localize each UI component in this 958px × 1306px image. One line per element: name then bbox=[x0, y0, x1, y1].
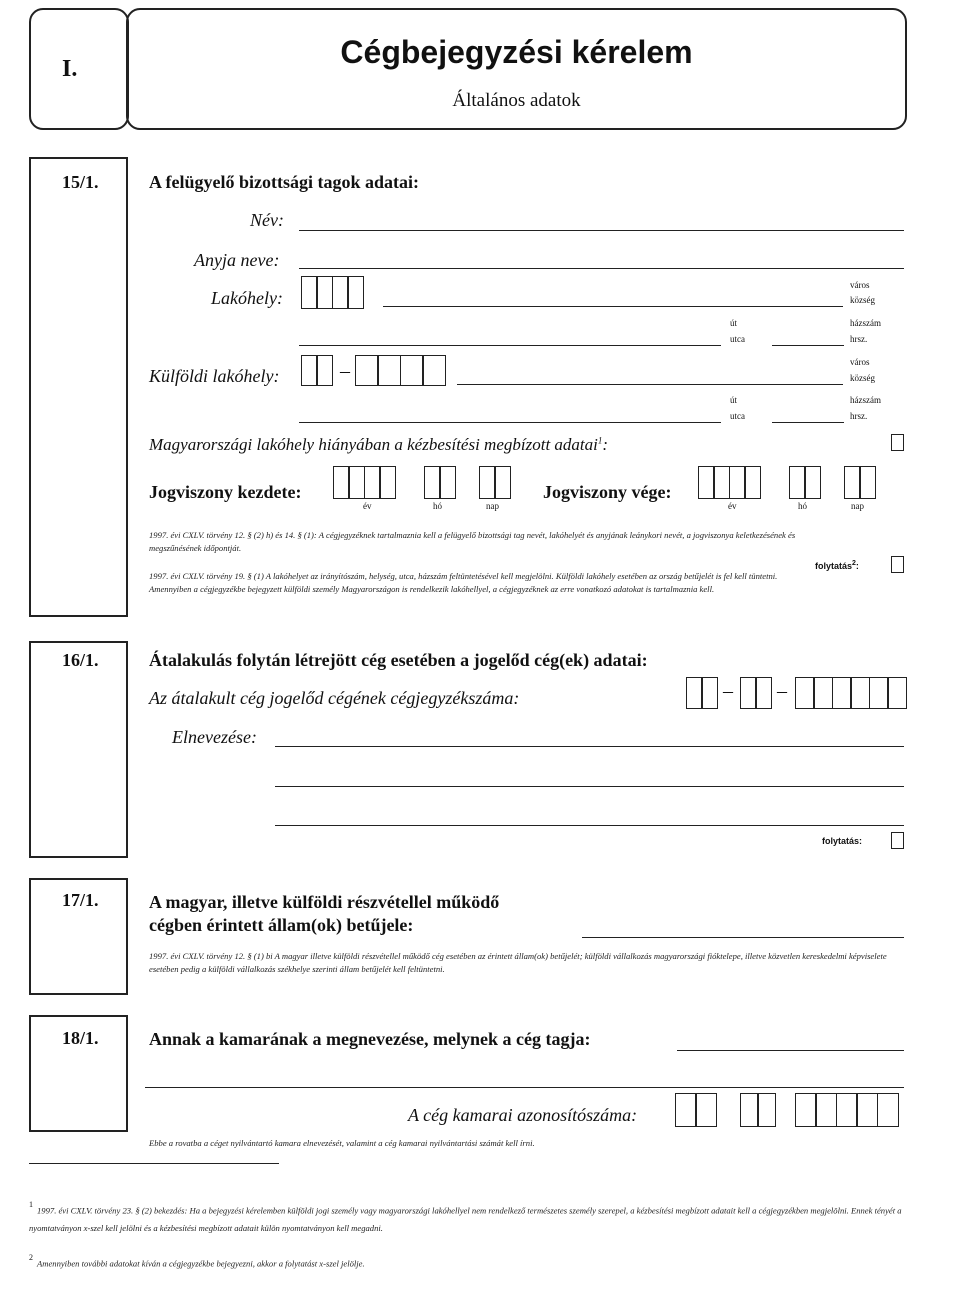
digit-cell[interactable] bbox=[701, 677, 718, 709]
kamara-field-2[interactable] bbox=[145, 1087, 904, 1088]
kamarai-azonosito-boxes-2[interactable] bbox=[740, 1093, 775, 1127]
legal-note-18: Ebbe a rovatba a céget nyilvántartó kamara elnevezését, valamint a cég kamarai nyilvántartási számát kell írni. bbox=[149, 1138, 535, 1148]
footnote-2-mark: 2 bbox=[29, 1253, 33, 1262]
digit-cell[interactable] bbox=[355, 355, 379, 386]
kezdete-ho-boxes[interactable] bbox=[424, 466, 455, 499]
cegjegyzekszam-boxes-3[interactable] bbox=[795, 677, 905, 709]
dash: – bbox=[340, 360, 350, 382]
folytatas-label bbox=[815, 560, 859, 571]
nev-field[interactable] bbox=[299, 230, 904, 231]
digit-cell[interactable] bbox=[422, 355, 446, 386]
digit-cell[interactable] bbox=[869, 677, 889, 709]
utca-label: utca bbox=[730, 334, 745, 344]
folytatas-checkbox-16[interactable] bbox=[891, 832, 904, 849]
digit-cell[interactable] bbox=[813, 677, 833, 709]
kulfoldi-lakohely-label: Külföldi lakóhely: bbox=[149, 366, 280, 386]
section-16-heading: Átalakulás folytán létrejött cég esetében a jogelőd cég(ek) adatai: bbox=[149, 650, 648, 670]
folytatas-checkbox-15[interactable] bbox=[891, 556, 904, 573]
digit-cell[interactable] bbox=[804, 466, 821, 499]
dash: – bbox=[723, 680, 733, 702]
kulfoldi-utca-field[interactable] bbox=[299, 422, 721, 423]
dash: – bbox=[777, 680, 787, 702]
digit-cell[interactable] bbox=[795, 1093, 817, 1127]
folytatas-text: folytatás bbox=[815, 561, 853, 571]
footnote-separator bbox=[29, 1163, 279, 1164]
lakohely-hazszam-field[interactable] bbox=[772, 345, 844, 346]
hrsz-label: hrsz. bbox=[850, 334, 868, 344]
legal-note-15b: 1997. évi CXLV. törvény 19. § (1) A lakóhelyet az irányítószám, helység, utca, házszám feltüntetésével kell megjelölni. Külföldi lakóhely esetében az ország betűjelét is fel kell tüntetni. Amennyiben a cégjegyzékbe bejegyzett külföldi személy Magyarországon is rendelkezik lakóhellyel, a cégjegyzéknek az erre vonatkozó adatokat is tartalmaznia kell. bbox=[149, 571, 778, 594]
digit-cell[interactable] bbox=[856, 1093, 878, 1127]
hazszam-label: házszám bbox=[850, 395, 881, 405]
vege-nap-boxes[interactable] bbox=[844, 466, 875, 499]
cegjegyzekszam-boxes-2[interactable] bbox=[740, 677, 771, 709]
nev-label: Név: bbox=[250, 210, 284, 230]
kezbesitesi-megbizott-label bbox=[149, 435, 608, 455]
ev-caption: év bbox=[728, 501, 737, 511]
varos-label: város bbox=[850, 357, 870, 367]
kozseg-label: község bbox=[850, 373, 875, 383]
footnote-2-text: Amennyiben további adatokat kíván a cégjegyzékbe bejegyezni, akkor a folytatást x-szel jelölje. bbox=[37, 1258, 365, 1269]
legal-note-15a: 1997. évi CXLV. törvény 12. § (2) h) és 14. § (1): A cégjegyzéknek tartalmaznia kell a felügyelő bizottsági tag nevét, lakóhelyét és anyjának leánykori nevét, a jogviszonya keletkezésének és megszűnésének időpontját. bbox=[149, 530, 796, 553]
digit-cell[interactable] bbox=[836, 1093, 858, 1127]
digit-cell[interactable] bbox=[347, 276, 364, 309]
section-15-number-box bbox=[29, 157, 128, 617]
ho-caption: hó bbox=[798, 501, 807, 511]
legal-note-17: 1997. évi CXLV. törvény 12. § (1) bi A magyar illetve külföldi részvétellel működő cég esetében az érintett állam(ok) betűjelét; külföldi vállalkozás magyarországi fióktelepe, illetve közvetlen kereskedelmi képviselete esetében pedig a külföldi vállalkozás székhelye szerinti állam betűjelét kell feltüntetni. bbox=[149, 951, 887, 974]
vege-ho-boxes[interactable] bbox=[789, 466, 820, 499]
footnote-ref-2: 2 bbox=[852, 560, 856, 567]
footnote-2 bbox=[29, 1253, 909, 1271]
kamarai-azonosito-boxes-1[interactable] bbox=[675, 1093, 716, 1127]
page-subtitle: Általános adatok bbox=[452, 90, 581, 111]
kulfoldi-hazszam-field[interactable] bbox=[772, 422, 844, 423]
kezbesitesi-text: Magyarországi lakóhely hiányában a kézbesítési megbízott adatai bbox=[149, 435, 598, 454]
elnevezese-field-3[interactable] bbox=[275, 825, 904, 826]
kezdete-nap-boxes[interactable] bbox=[479, 466, 510, 499]
digit-cell[interactable] bbox=[675, 1093, 697, 1127]
hrsz-label: hrsz. bbox=[850, 411, 868, 421]
section-15-number: 15/1. bbox=[62, 172, 99, 192]
section-18-heading: Annak a kamarának a megnevezése, melynek a cég tagja: bbox=[149, 1029, 591, 1049]
kamara-field-1[interactable] bbox=[677, 1050, 904, 1051]
digit-cell[interactable] bbox=[850, 677, 870, 709]
jogviszony-vege-label: Jogviszony vége: bbox=[543, 482, 672, 502]
anyja-neve-field[interactable] bbox=[299, 268, 904, 269]
ut-label: út bbox=[730, 395, 738, 405]
digit-cell[interactable] bbox=[832, 677, 852, 709]
footnote-ref-1: 1 bbox=[597, 435, 603, 446]
footnote-1 bbox=[29, 1200, 909, 1236]
section-16-number-box bbox=[29, 641, 128, 858]
cegjegyzekszam-label: Az átalakult cég jogelőd cégének cégjegyzékszáma: bbox=[149, 688, 520, 708]
kozseg-label: község bbox=[850, 295, 875, 305]
nap-caption: nap bbox=[851, 501, 864, 511]
anyja-neve-label: Anyja neve: bbox=[194, 250, 280, 270]
section-16-number: 16/1. bbox=[62, 650, 99, 670]
nap-caption: nap bbox=[486, 501, 499, 511]
digit-cell[interactable] bbox=[815, 1093, 837, 1127]
lakohely-irsz-boxes[interactable] bbox=[301, 276, 363, 309]
digit-cell[interactable] bbox=[379, 466, 396, 499]
digit-cell[interactable] bbox=[740, 1093, 759, 1127]
section-17-number: 17/1. bbox=[62, 890, 99, 910]
lakohely-varos-field[interactable] bbox=[383, 306, 843, 307]
kamarai-azonosito-boxes-3[interactable] bbox=[795, 1093, 897, 1127]
allam-betujel-field[interactable] bbox=[582, 937, 904, 938]
section-17-heading-line2: cégben érintett állam(ok) betűjele: bbox=[149, 915, 414, 935]
kamarai-azonosito-label: A cég kamarai azonosítószáma: bbox=[408, 1105, 638, 1125]
page-title: Cégbejegyzési kérelem bbox=[340, 34, 693, 70]
lakohely-label: Lakóhely: bbox=[211, 288, 283, 308]
ho-caption: hó bbox=[433, 501, 442, 511]
kulfoldi-orszag-boxes[interactable] bbox=[301, 355, 332, 386]
digit-cell[interactable] bbox=[494, 466, 511, 499]
footnote-1-mark: 1 bbox=[29, 1200, 33, 1209]
varos-label: város bbox=[850, 280, 870, 290]
digit-cell[interactable] bbox=[316, 355, 333, 386]
kulfoldi-irsz-boxes[interactable] bbox=[355, 355, 445, 386]
colon: : bbox=[602, 435, 609, 454]
section-18-number: 18/1. bbox=[62, 1028, 99, 1048]
section-17-heading-line1: A magyar, illetve külföldi részvétellel működő bbox=[149, 892, 500, 912]
hazszam-label: házszám bbox=[850, 318, 881, 328]
kulfoldi-varos-field[interactable] bbox=[457, 384, 843, 385]
digit-cell[interactable] bbox=[744, 466, 761, 499]
vege-ev-boxes[interactable] bbox=[698, 466, 760, 499]
elnevezese-field-2[interactable] bbox=[275, 786, 904, 787]
digit-cell[interactable] bbox=[755, 677, 772, 709]
footnote-1-text: 1997. évi CXLV. törvény 23. § (2) bekezdés: Ha a bejegyzési kérelemben külföldi jogi személy vagy magyarországi lakóhellyel nem rendelkező természetes személy szerepel, a kézbesítési megbízott adatait kell a cégjegyzékben megjelölni. Ennek tényét a nyomtatványon x-szel kell jelölni és a kézbesítési megbízott adatait külön nyomtatványon kell megadni. bbox=[29, 1205, 902, 1234]
colon: : bbox=[855, 561, 859, 571]
kezdete-ev-boxes[interactable] bbox=[333, 466, 395, 499]
digit-cell[interactable] bbox=[877, 1093, 899, 1127]
digit-cell[interactable] bbox=[695, 1093, 717, 1127]
digit-cell[interactable] bbox=[400, 355, 424, 386]
digit-cell[interactable] bbox=[859, 466, 876, 499]
elnevezese-label: Elnevezése: bbox=[172, 727, 257, 747]
digit-cell[interactable] bbox=[887, 677, 907, 709]
digit-cell[interactable] bbox=[377, 355, 401, 386]
lakohely-utca-field[interactable] bbox=[299, 345, 721, 346]
cegjegyzekszam-boxes-1[interactable] bbox=[686, 677, 717, 709]
folytatas-label: folytatás: bbox=[822, 836, 863, 846]
digit-cell[interactable] bbox=[795, 677, 815, 709]
digit-cell[interactable] bbox=[439, 466, 456, 499]
section-15-heading: A felügyelő bizottsági tagok adatai: bbox=[149, 172, 419, 192]
kezbesitesi-megbizott-checkbox[interactable] bbox=[891, 434, 904, 451]
digit-cell[interactable] bbox=[757, 1093, 776, 1127]
part-number-box bbox=[29, 8, 129, 130]
ev-caption: év bbox=[363, 501, 372, 511]
elnevezese-field-1[interactable] bbox=[275, 746, 904, 747]
part-number: I. bbox=[62, 56, 78, 82]
utca-label: utca bbox=[730, 411, 745, 421]
jogviszony-kezdete-label: Jogviszony kezdete: bbox=[149, 482, 302, 502]
ut-label: út bbox=[730, 318, 738, 328]
